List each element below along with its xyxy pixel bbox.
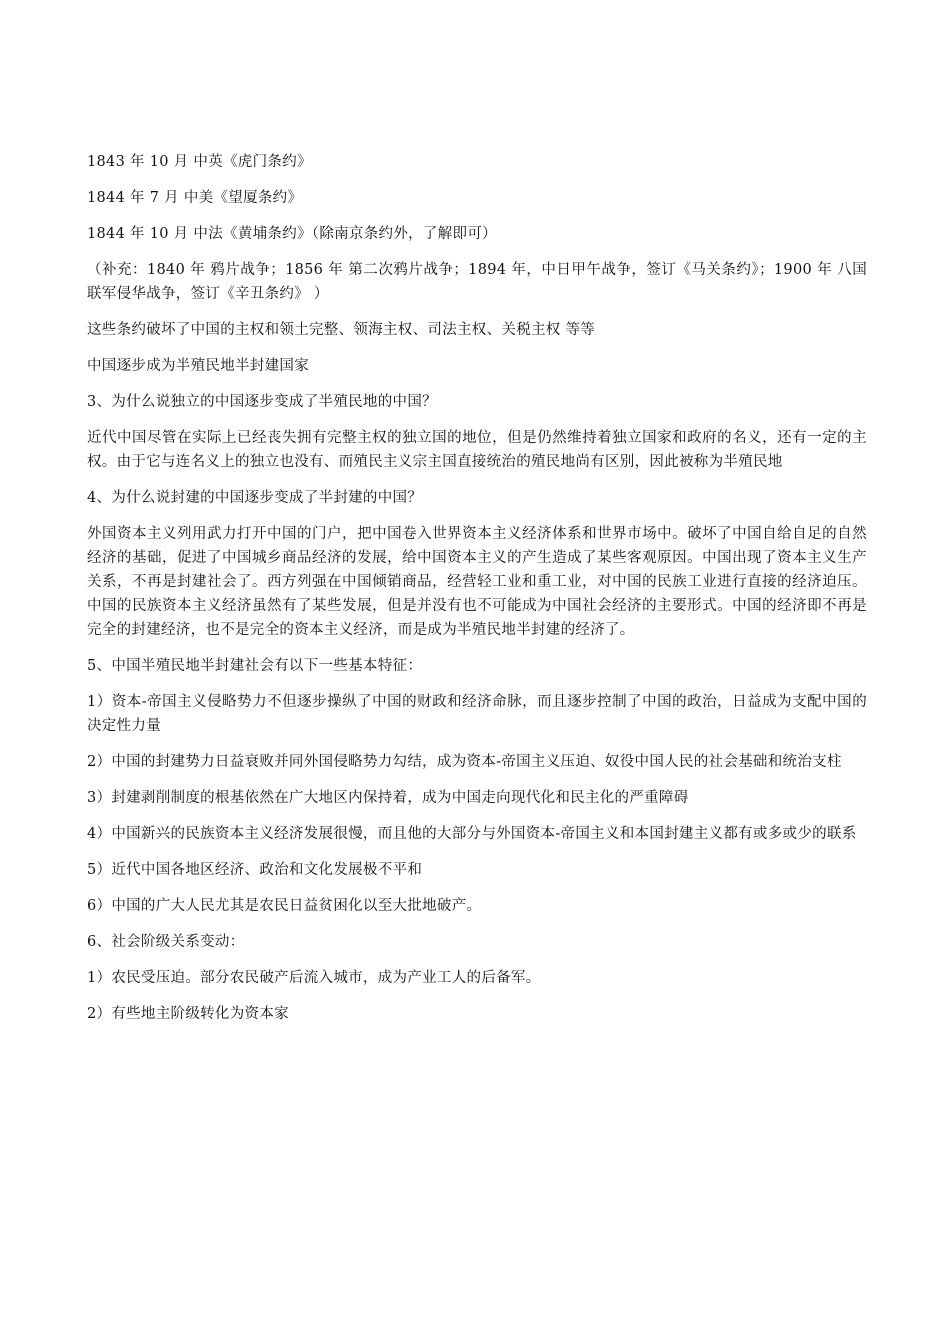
feature-4: 4）中国新兴的民族资本主义经济发展很慢，而且他的大部分与外国资本-帝国主义和本国封建主义都有或多或少的联系 — [87, 826, 857, 842]
question-6-heading: 6、社会阶级关系变动： — [87, 934, 245, 950]
question-4-answer: 外国资本主义列用武力打开中国的门户，把中国卷入世界资本主义经济体系和世界市场中。破坏了中国自给自足的自然经济的基础，促进了中国城乡商品经济的发展，给中国资本主义的产生造成了某些客观原因。中国出现了资本主义生产关系，不再是封建社会了。西方列强在中国倾销商品，经营轻工业和重工业，对中国的民族工业进行直接的经济迫压。中国的民族资本主义经济虽然有了某些发展，但是并没有也不可能成为中国社会经济的主要形式。中国的经济即不再是完全的封建经济，也不是完全的资本主义经济，而是成为半殖民地半封建的经济了。 — [87, 526, 867, 638]
feature-6: 6）中国的广大人民尤其是农民日益贫困化以至大批地破产。 — [87, 898, 482, 914]
treaty-line-wangxia: 1844 年 7 月 中美《望厦条约》 — [87, 190, 303, 206]
feature-2: 2）中国的封建势力日益衰败并同外国侵略势力勾结，成为资本-帝国主义压迫、奴役中国人民的社会基础和统治支柱 — [87, 754, 842, 770]
supplement-note: （补充：1840 年 鸦片战争；1856 年 第二次鸦片战争；1894 年，中日甲午战争，签订《马关条约》；1900 年 八国联军侵华战争，签订《辛丑条约》 ） — [87, 262, 867, 302]
feature-3: 3）封建剥削制度的根基依然在广大地区内保持着，成为中国走向现代化和民主化的严重障碍 — [87, 790, 689, 806]
treaty-impact: 这些条约破坏了中国的主权和领土完整、领海主权、司法主权、关税主权 等等 — [87, 322, 596, 338]
question-4-heading: 4、为什么说封建的中国逐步变成了半封建的中国？ — [87, 490, 423, 506]
feature-1: 1）资本-帝国主义侵略势力不但逐步操纵了中国的财政和经济命脉，而且逐步控制了中国的政治，日益成为支配中国的决定性力量 — [87, 694, 867, 734]
question-5-heading: 5、中国半殖民地半封建社会有以下一些基本特征： — [87, 658, 423, 674]
document-body — [87, 150, 867, 1038]
question-3-heading: 3、为什么说独立的中国逐步变成了半殖民地的中国？ — [87, 394, 437, 410]
question-3-answer: 近代中国尽管在实际上已经丧失拥有完整主权的独立国的地位，但是仍然维持着独立国家和政府的名义，还有一定的主权。由于它与连名义上的独立也没有、而殖民主义宗主国直接统治的殖民地尚有区别，因此被称为半殖民地 — [87, 430, 867, 470]
class-change-2: 2）有些地主阶级转化为资本家 — [87, 1006, 289, 1022]
treaty-line-huangpu: 1844 年 10 月 中法《黄埔条约》（除南京条约外，了解即可） — [87, 226, 497, 242]
feature-5: 5）近代中国各地区经济、政治和文化发展极不平和 — [87, 862, 423, 878]
class-change-1: 1）农民受压迫。部分农民破产后流入城市，成为产业工人的后备军。 — [87, 970, 541, 986]
semi-colonial-statement: 中国逐步成为半殖民地半封建国家 — [87, 358, 309, 374]
treaty-line-humen: 1843 年 10 月 中英《虎门条约》 — [87, 154, 312, 170]
